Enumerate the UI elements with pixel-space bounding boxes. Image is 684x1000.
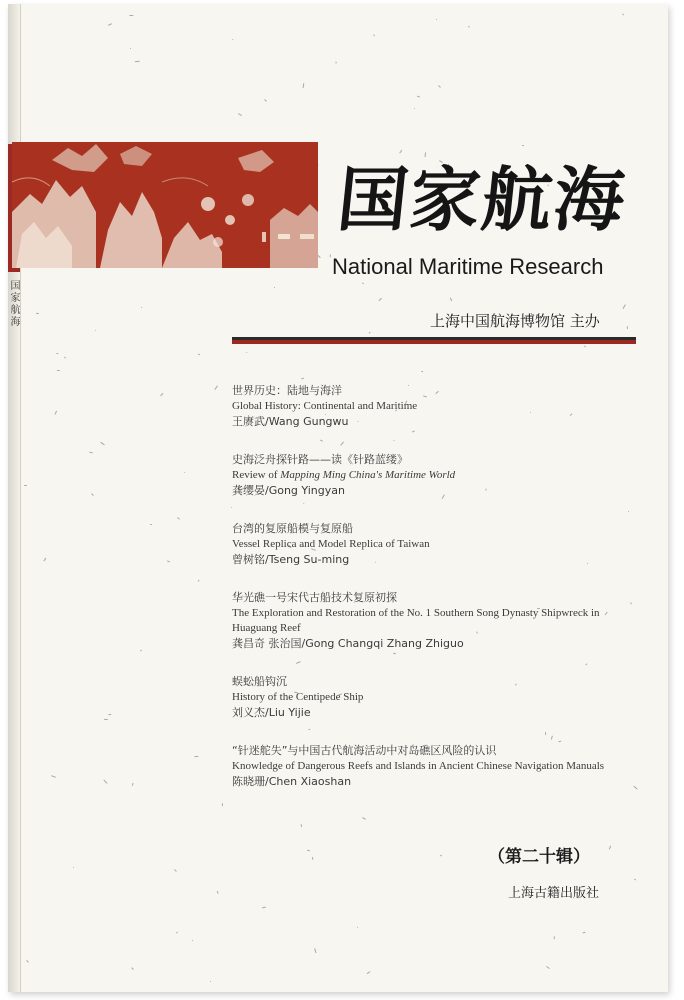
spine-title: 国家航海 bbox=[8, 280, 19, 328]
contents-entry bbox=[232, 382, 642, 430]
entry-title-english bbox=[232, 468, 642, 483]
paper-fleck bbox=[209, 981, 210, 982]
entry-author: 陈晓珊/Chen Xiaoshan bbox=[232, 775, 352, 788]
entry-title-chinese: 华光礁一号宋代古船技术复原初探 bbox=[232, 591, 397, 604]
entry-title-chinese: 世界历史：陆地与海洋 bbox=[232, 384, 342, 397]
entry-title-english-prefix: Review of bbox=[232, 469, 281, 481]
paper-fleck bbox=[222, 803, 223, 806]
paper-fleck bbox=[104, 718, 108, 719]
entry-title-english: Global History: Continental and Maritime bbox=[232, 400, 418, 412]
paper-fleck bbox=[245, 351, 247, 352]
table-of-contents bbox=[232, 382, 642, 811]
entry-author: 龚缨晏/Gong Yingyan bbox=[232, 484, 345, 497]
entry-author: 刘义杰/Liu Yijie bbox=[232, 706, 311, 719]
paper-fleck bbox=[583, 931, 586, 932]
contents-entry bbox=[232, 451, 642, 499]
issue-number: （第二十辑） bbox=[488, 847, 590, 867]
entry-title-chinese: 台湾的复原船模与复原船 bbox=[232, 522, 353, 535]
paper-fleck bbox=[57, 370, 60, 371]
contents-entry bbox=[232, 520, 642, 568]
paper-fleck bbox=[24, 485, 27, 486]
landscape-painting-banner bbox=[12, 142, 318, 268]
divider-red bbox=[232, 340, 636, 344]
sponsor-line: 上海中国航海博物馆 主办 bbox=[430, 312, 600, 330]
entry-title-chinese: 蜈蚣船钩沉 bbox=[232, 675, 287, 688]
entry-author: 曾树铭/Tseng Su-ming bbox=[232, 553, 350, 566]
entry-title-english: Knowledge of Dangerous Reefs and Islands in Ancient Chinese Navigation Manuals bbox=[232, 760, 605, 772]
entry-title-english: Vessel Replica and Model Replica of Taiwan bbox=[232, 538, 430, 550]
paper-fleck bbox=[129, 15, 133, 16]
entry-title-english-italic: Mapping Ming China's Maritime World bbox=[280, 469, 456, 481]
entry-author: 王赓武/Wang Gungwu bbox=[232, 415, 349, 428]
contents-entry bbox=[232, 673, 642, 721]
contents-entry bbox=[232, 742, 642, 790]
paper-fleck bbox=[73, 867, 75, 868]
mountain-illustration bbox=[12, 142, 318, 268]
paper-fleck bbox=[417, 95, 420, 97]
paper-fleck bbox=[634, 878, 636, 880]
paper-fleck bbox=[135, 60, 140, 61]
paper-fleck bbox=[192, 940, 193, 941]
paper-fleck bbox=[194, 755, 199, 756]
entry-title-chinese: “针迷舵失”与中国古代航海活动中对岛礁区风险的认识 bbox=[232, 744, 497, 757]
entry-author: 龚昌奇 张治国/Gong Changqi Zhang Zhiguo bbox=[232, 637, 464, 650]
publisher-name: 上海古籍出版社 bbox=[508, 886, 600, 901]
contents-entry bbox=[232, 589, 642, 652]
entry-title-english: The Exploration and Restoration of the No. 1 Southern Song Dynasty Shipwreck in Huaguang Reef bbox=[232, 607, 600, 634]
cover-title-english: National Maritime Research bbox=[332, 254, 604, 279]
entry-title-english: History of the Centipede Ship bbox=[232, 691, 364, 703]
entry-title-chinese: 史海泛舟探针路——读《针路蓝缕》 bbox=[232, 453, 408, 466]
paper-fleck bbox=[522, 145, 524, 146]
cover-title-chinese: 国家航海 bbox=[333, 158, 631, 241]
